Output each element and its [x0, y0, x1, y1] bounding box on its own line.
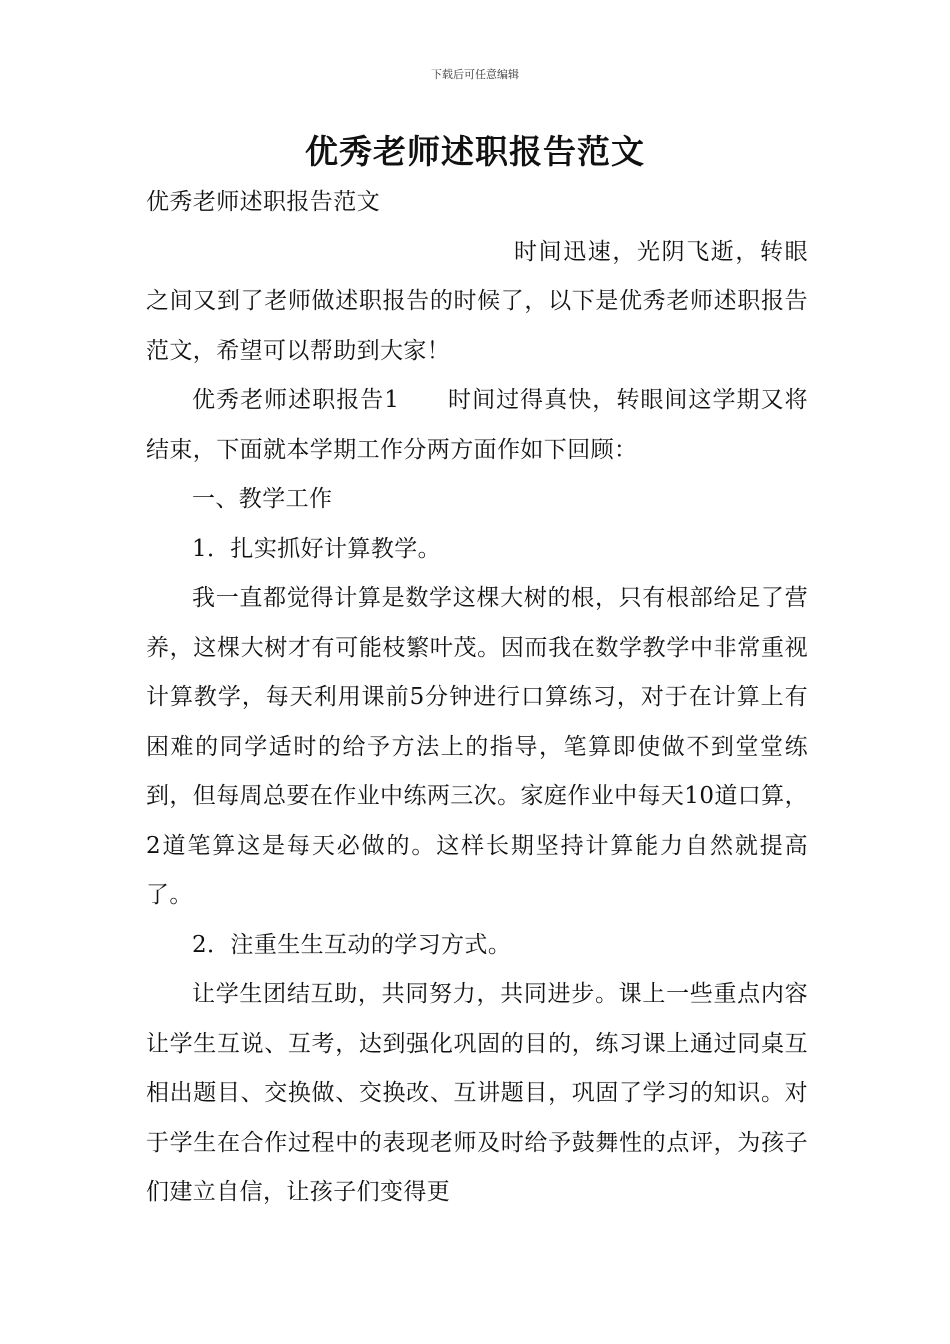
page-header-note: 下载后可任意编辑	[431, 68, 519, 81]
paragraph-interaction: 让学生团结互助，共同努力，共同进步。课上一些重点内容让学生互说、互考，达到强化巩固的目的，练习课上通过同桌互相出题目、交换做、交换改、互讲题目，巩固了学习的知识。对于学生在合作过程中的表现老师及时给予鼓舞性的点评，为孩子们建立自信，让孩子们变得更	[146, 981, 808, 1205]
document-title: 优秀老师述职报告范文	[305, 132, 645, 171]
paragraph-calculation: 我一直都觉得计算是数学这棵大树的根，只有根部给足了营养，这棵大树才有可能枝繁叶茂。因而我在数学教学中非常重视计算教学，每天利用课前5分钟进行口算练习，对于在计算上有困难的同学适时的给予方法上的指导，笔算即使做不到堂堂练到，但每周总要在作业中练两三次。家庭作业中每天10道口算，2道笔算这是每天必做的。这样长期坚持计算能力自然就提高了。	[146, 585, 808, 908]
document-subtitle: 优秀老师述职报告范文	[146, 189, 380, 215]
subheading-calculation: 1．扎实抓好计算教学。	[192, 535, 442, 562]
paragraph-report-opening: 优秀老师述职报告1 时间过得真快，转眼间这学期又将结束，下面就本学期工作分两方面作如下回顾：	[146, 387, 808, 463]
subheading-interaction: 2．注重生生互动的学习方式。	[192, 931, 512, 958]
section-heading-teaching: 一、教学工作	[192, 486, 333, 512]
document-body	[146, 178, 808, 1218]
paragraph-intro: 时间迅速，光阴飞逝，转眼之间又到了老师做述职报告的时候了，以下是优秀老师述职报告范文，希望可以帮助到大家！	[146, 238, 808, 364]
